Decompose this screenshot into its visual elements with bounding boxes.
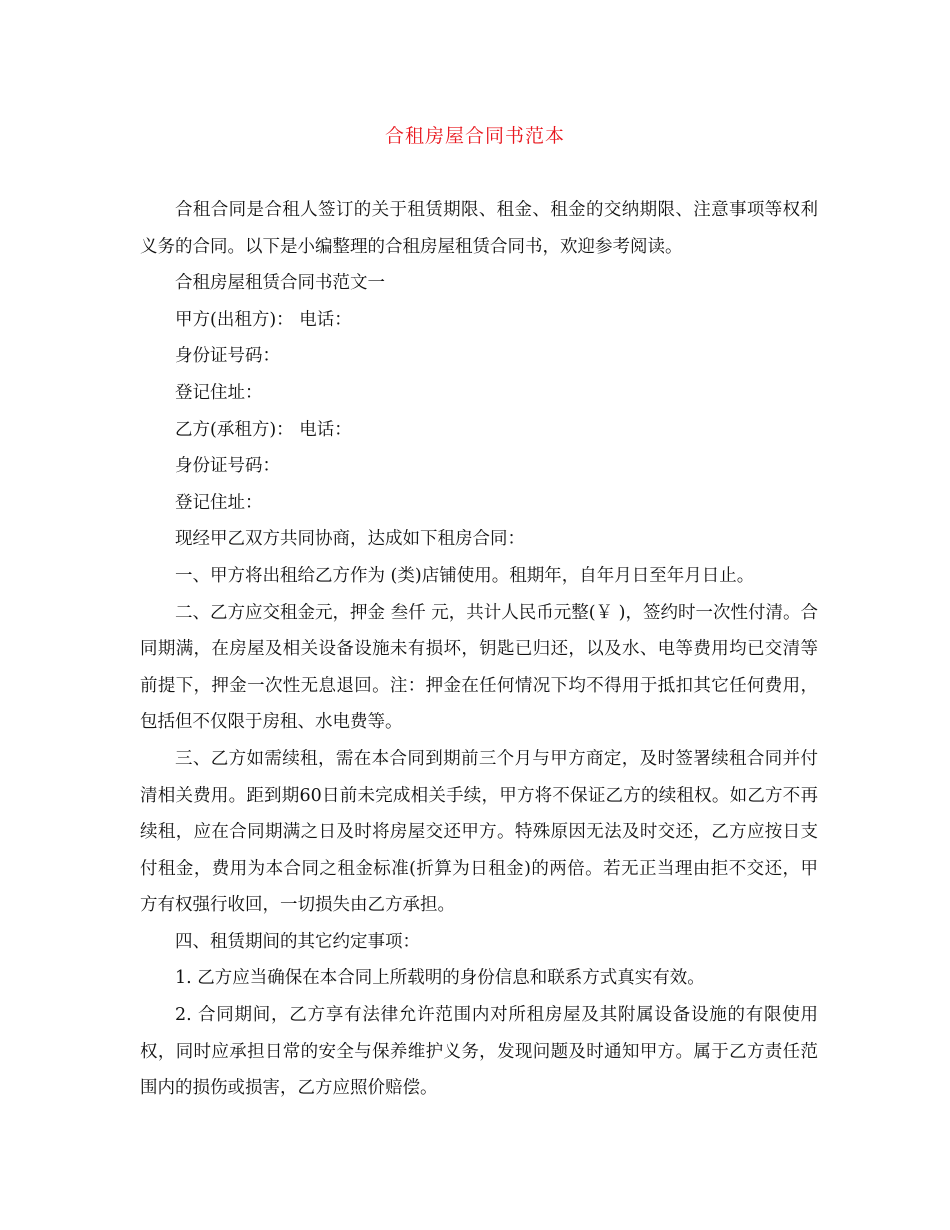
document-title: 合租房屋合同书范本 [384,125,565,147]
agreement-intro: 现经甲乙双方共同协商，达成如下租房合同： [175,529,525,550]
party-b-address-line: 登记住址： [175,492,263,513]
party-b-line: 乙方(承租方)： 电话： [175,419,352,440]
intro-paragraph: 合租合同是合租人签订的关于租赁期限、租金、租金的交纳期限、注意事项等权利义务的合同。以下是小编整理的合租房屋租赁合同书，欢迎参考阅读。 [140,200,818,257]
clause-4-item-2: 2. 合同期间，乙方享有法律允许范围内对所租房屋及其附属设备设施的有限使用权，同时应承担日常的安全与保养维护义务，发现问题及时通知甲方。属于乙方责任范围内的损伤或损害，乙方应照价赔偿。 [140,1005,818,1099]
party-a-id-line: 身份证号码： [175,346,280,367]
clause-2: 二、乙方应交租金元，押金 叁仟 元，共计人民币元整(￥ )，签约时一次性付清。合同期满，在房屋及相关设备设施未有损坏，钥匙已归还，以及水、电等费用均已交清等前提下，押金一次性无息退回。注：押金在任何情况下均不得用于抵扣其它任何费用，包括但不仅限于房租、水电费等。 [140,602,818,733]
clause-4-heading: 四、租赁期间的其它约定事项： [175,931,420,952]
clause-1: 一、甲方将出租给乙方作为 (类)店铺使用。租期年，自年月日至年月日止。 [175,565,755,586]
sample-heading: 合租房屋租赁合同书范文一 [175,273,385,294]
clause-3: 三、乙方如需续租，需在本合同到期前三个月与甲方商定，及时签署续租合同并付清相关费用。距到期60日前未完成相关手续，甲方将不保证乙方的续租权。如乙方不再续租，应在合同期满之日及时将房屋交还甲方。特殊原因无法及时交还，乙方应按日支付租金，费用为本合同之租金标准(折算为日租金)的两倍。若无正当理由拒不交还，甲方有权强行收回，一切损失由乙方承担。 [140,748,818,916]
clause-4-item-1: 1. 乙方应当确保在本合同上所载明的身份信息和联系方式真实有效。 [175,968,705,989]
party-b-id-line: 身份证号码： [175,456,280,477]
party-a-address-line: 登记住址： [175,382,263,403]
document-body [140,192,818,1107]
party-a-line: 甲方(出租方)： 电话： [175,309,352,330]
